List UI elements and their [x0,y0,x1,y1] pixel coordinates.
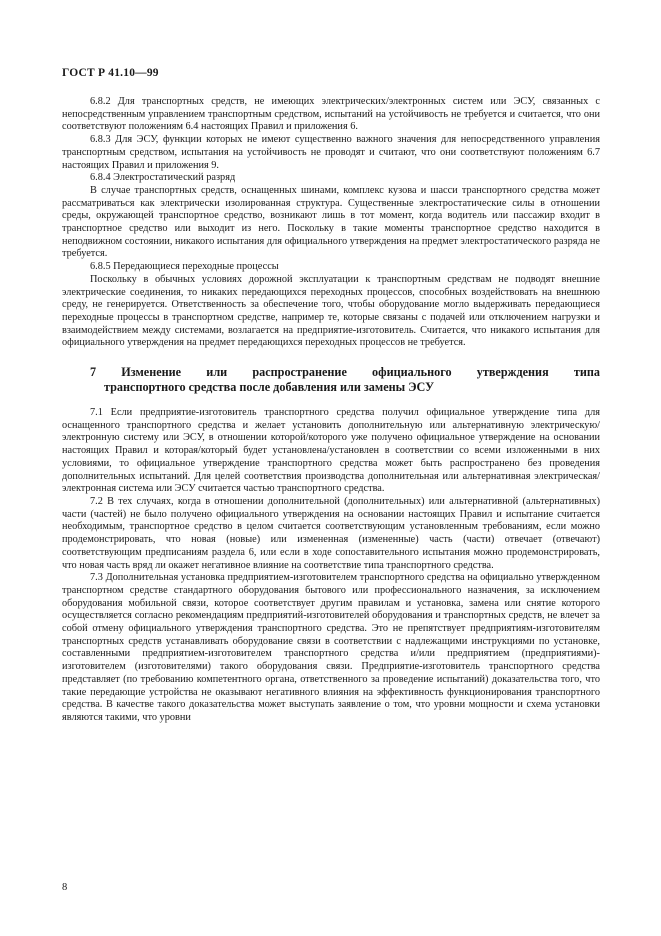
section-7-title [62,365,600,394]
section-title-line1: 7 Изменение или распространение официального утверждения типа [90,365,600,380]
paragraph-electrostatic: В случае транспортных средств, оснащенных шинами, комплекс кузова и шасси транспортного средства может рассматриваться как электрически изолированная структура. Существенные электростатические силы в отношении среды, окружающей транспортное средство, возникают лишь в тот момент, когда водитель или пассажир входит в транспортное средство или выходит из него. Поскольку в такие моменты транспортное средство находится в неподвижном состоянии, никакого испытания для официального утверждения на предмет электростатического разряда не требуется. [62,184,600,260]
paragraph-transients: Поскольку в обычных условиях дорожной эксплуатации к транспортным средствам не подводят внешние электрические соединения, то никаких передающихся переходных процессов, способных воздействовать на внешнюю среду, не генерируется. Ответственность за обеспечение того, чтобы оборудование могло выдерживать передающиеся переходные процессы в транспортном средстве, например те, которые связаны с подачей или отключением нагрузки и взаимодействием между системами, возлагается на предприятие-изготовитель. Считается, что никакого испытания для официального утверждения на предмет передающихся переходных процессов не требуется. [62,273,600,349]
paragraph-6-8-3: 6.8.3 Для ЭСУ, функции которых не имеют существенно важного значения для непосредственного управления транспортным средством, испытания на устойчивость не проводят и считают, что они соответствуют положениям 6.7 настоящих Правил и приложения 9. [62,134,600,171]
page-number: 8 [62,882,68,893]
section-title-line2: транспортного средства после добавления или замены ЭСУ [104,379,435,394]
paragraph-7-2: 7.2 В тех случаях, когда в отношении дополнительной (дополнительных) или альтернативной (альтернативных) части (частей) не было получено официального утверждения на основании настоящих Правил и испытание считается необходимым, транспортное средство в целом считается соответствующим установленным требованиям, если можно продемонстрировать, что новая (новые) или измененная (измененные) часть (части) отвечает (отвечают) соответствующим предписаниям раздела 6, или если в ходе сопоставительного испытания можно продемонстрировать, что новая часть вряд ли окажет негативное влияние на соответствие типа транспортного средства. [62,495,600,571]
heading-6-8-4: 6.8.4 Электростатический разряд [90,172,236,184]
document-body [62,96,600,725]
paragraph-7-1: 7.1 Если предприятие-изготовитель транспортного средства получил официальное утверждение типа для оснащенного транспортного средства и желает установить дополнительную или альтернативную электрическую/электронную систему или ЭСУ, в отношении которой/которого уже получено официальное утверждение на основании настоящих Правил и которая/который будет установлена/установлен в соответствии со всеми изложенными в них условиями, то официальное утверждение транспортного средства может быть распространено без проведения дополнительных испытаний. Для целей соответствия производства дополнительная или альтернативная электрическая/электронная система или ЭСУ считается частью транспортного средства. [62,407,600,495]
document-code-header: ГОСТ Р 41.10—99 [62,67,159,79]
heading-6-8-5: 6.8.5 Передающиеся переходные процессы [90,261,279,273]
paragraph-7-3: 7.3 Дополнительная установка предприятием-изготовителем транспортного средства на официально утвержденном транспортном средстве стандартного оборудования бытового или профессионального назначения, за исключением оборудования мобильной связи, которое соответствует другим правилам и установка, замена или снятие которого осуществляется согласно рекомендациям предприятий-изготовителей оборудования и транспортных средств, не влечет за собой отмену официального утверждения транспортного средства. Это не препятствует предприятиям-изготовителям транспортных средств устанавливать оборудование связи в соответствии с надлежащими инструкциями по установке, составленными предприятием-изготовителем транспортного средства и/или предприятием (предприятиями)-изготовителем (изготовителями) такого оборудования связи. Предприятие-изготовитель транспортного средства представляет (по требованию компетентного органа, ответственного за проведение испытаний) доказательства того, что такие передающие устройства не оказывают негативного влияния на эффективность функционирования транспортного средства. В качестве такого доказательства может выступать заявление о том, что уровни мощности и схема установки являются такими, что уровни [62,572,600,723]
paragraph-6-8-2: 6.8.2 Для транспортных средств, не имеющих электрических/электронных систем или ЭСУ, связанных с непосредственным управлением транспортным средством, испытаний на устойчивость не требуется и считается, что они соответствуют положениям 6.4 настоящих Правил и приложения 6. [62,96,600,133]
